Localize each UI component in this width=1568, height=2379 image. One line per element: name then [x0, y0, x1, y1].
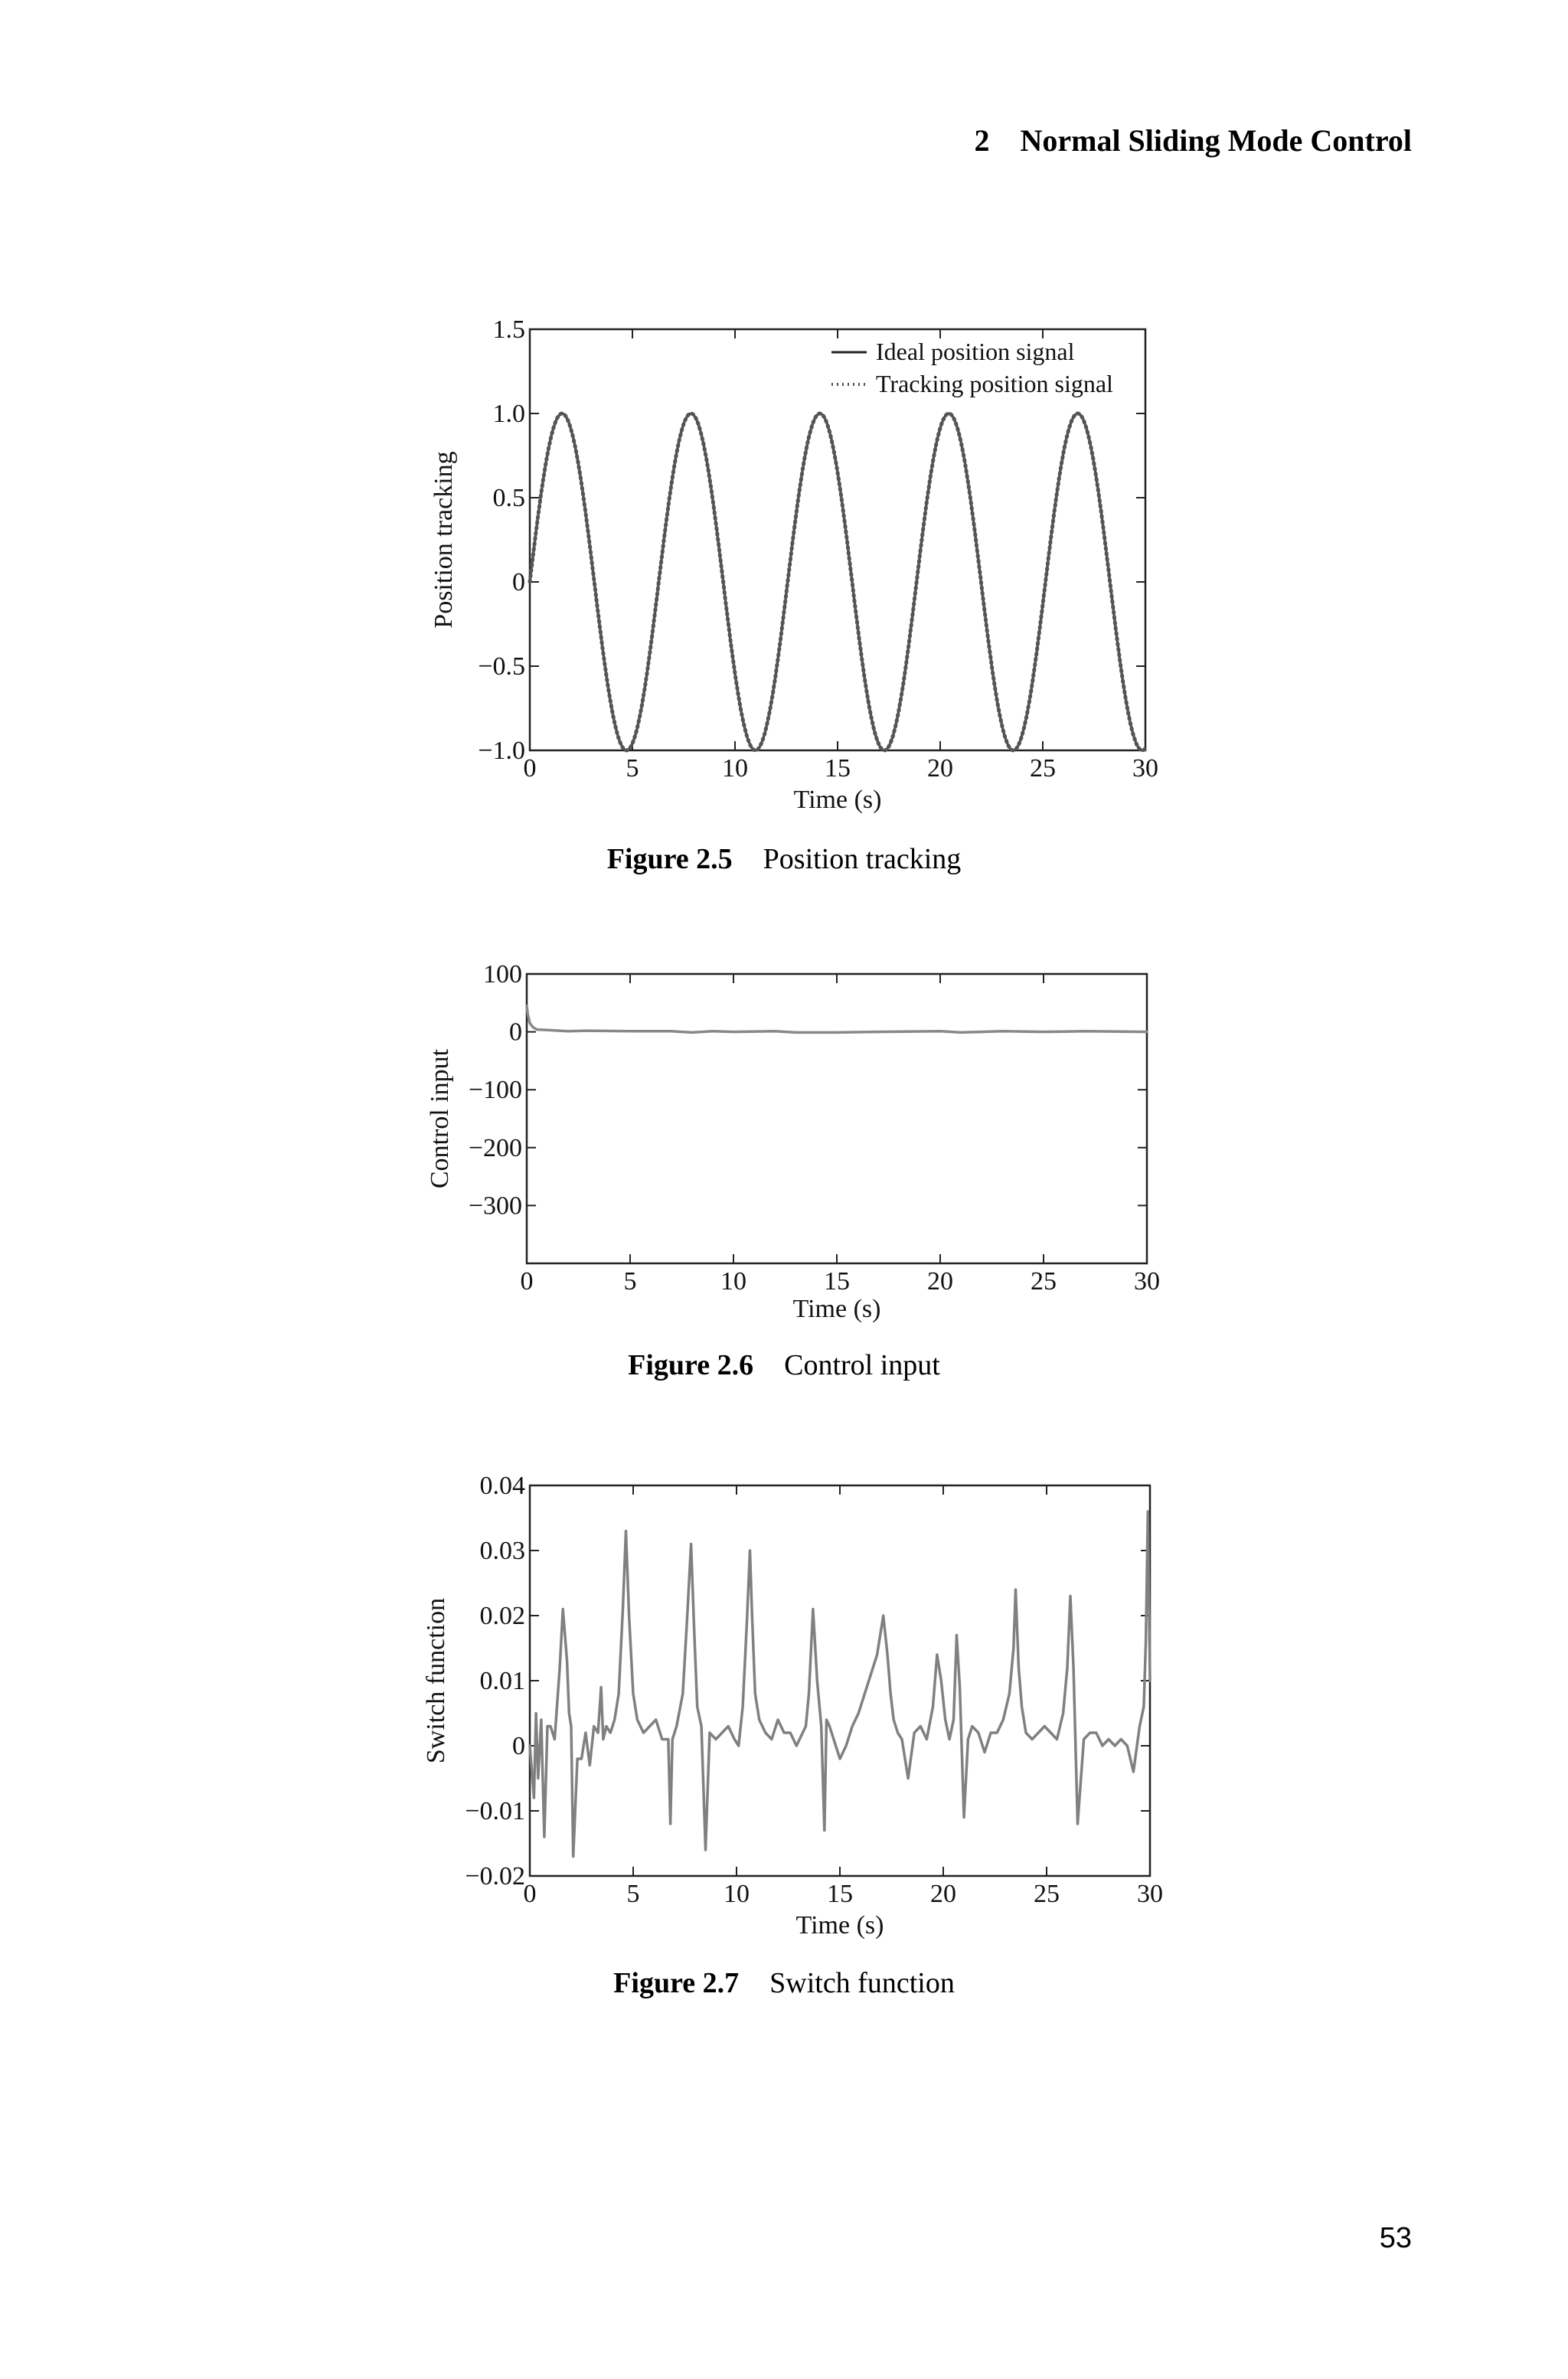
x-tick-label: 25 — [1031, 1267, 1057, 1296]
figure-caption-text: Position tracking — [763, 843, 962, 875]
y-tick-label: 0 — [509, 1018, 522, 1047]
plot-frame — [530, 1485, 1150, 1876]
figure-2-5-caption — [0, 842, 1568, 876]
figure-2-6-caption — [0, 1348, 1568, 1382]
y-tick-label: −0.02 — [465, 1862, 525, 1890]
x-tick-label: 20 — [930, 1880, 956, 1908]
x-tick-label: 5 — [626, 754, 639, 783]
x-tick-label: 5 — [623, 1267, 637, 1296]
y-tick-label: 0.03 — [479, 1537, 525, 1565]
y-tick-label: −1.0 — [478, 737, 525, 765]
x-tick-label: 5 — [626, 1880, 640, 1908]
x-tick-label: 10 — [722, 754, 748, 783]
figure-2-6-chart — [0, 957, 1568, 1332]
x-tick-label: 0 — [523, 754, 537, 783]
y-tick-label: −200 — [468, 1133, 522, 1162]
y-tick-label: 0.04 — [479, 1472, 525, 1500]
x-tick-label: 25 — [1034, 1880, 1060, 1908]
x-tick-label: 15 — [825, 754, 851, 783]
section-number: 2 — [974, 123, 990, 158]
y-tick-label: −300 — [468, 1191, 522, 1221]
y-tick-label: 1.0 — [492, 400, 525, 428]
x-tick-label: 0 — [523, 1880, 537, 1908]
y-tick-label: 0 — [512, 1732, 525, 1760]
x-tick-label: 20 — [927, 754, 953, 783]
x-tick-label: 25 — [1030, 754, 1056, 783]
page-number: 53 — [1379, 2222, 1412, 2254]
y-tick-label: −100 — [468, 1076, 522, 1105]
figure-2-5-chart — [0, 306, 1568, 827]
legend-label: Ideal position signal — [876, 338, 1075, 365]
x-tick-label: 10 — [724, 1880, 750, 1908]
y-tick-label: 100 — [483, 960, 522, 989]
section-title: Normal Sliding Mode Control — [1020, 123, 1412, 158]
figure-caption-text: Control input — [784, 1349, 940, 1381]
x-tick-label: 30 — [1134, 1267, 1160, 1296]
y-axis-label: Position tracking — [430, 451, 458, 629]
y-tick-label: 0.01 — [479, 1667, 525, 1695]
x-tick-label: 30 — [1132, 754, 1158, 783]
x-tick-label: 10 — [720, 1267, 746, 1296]
y-tick-label: 0.5 — [492, 484, 525, 512]
running-head — [974, 123, 1412, 158]
x-tick-label: 15 — [827, 1880, 853, 1908]
y-tick-label: −0.5 — [478, 652, 525, 681]
x-tick-label: 20 — [927, 1267, 953, 1296]
legend-label: Tracking position signal — [876, 370, 1113, 397]
figure-label: Figure 2.5 — [606, 843, 733, 875]
y-axis-label: Switch function — [422, 1597, 450, 1764]
plot-frame — [527, 974, 1147, 1263]
y-axis-label: Control input — [426, 1048, 454, 1189]
x-axis-label: Time (s) — [795, 1911, 884, 1939]
x-tick-label: 30 — [1137, 1880, 1163, 1908]
figure-caption-text: Switch function — [769, 1967, 955, 1999]
y-tick-label: −0.01 — [465, 1797, 525, 1825]
x-tick-label: 0 — [520, 1267, 534, 1296]
x-axis-label: Time (s) — [792, 1295, 881, 1323]
y-tick-label: 1.5 — [492, 315, 525, 344]
figure-2-7-chart — [0, 1462, 1568, 1953]
y-tick-label: 0 — [512, 568, 525, 596]
y-tick-label: 0.02 — [479, 1602, 525, 1630]
figure-label: Figure 2.7 — [613, 1967, 740, 1999]
figure-2-7-caption — [0, 1966, 1568, 2000]
x-tick-label: 15 — [824, 1267, 850, 1296]
x-axis-label: Time (s) — [793, 786, 882, 814]
figure-label: Figure 2.6 — [628, 1349, 754, 1381]
